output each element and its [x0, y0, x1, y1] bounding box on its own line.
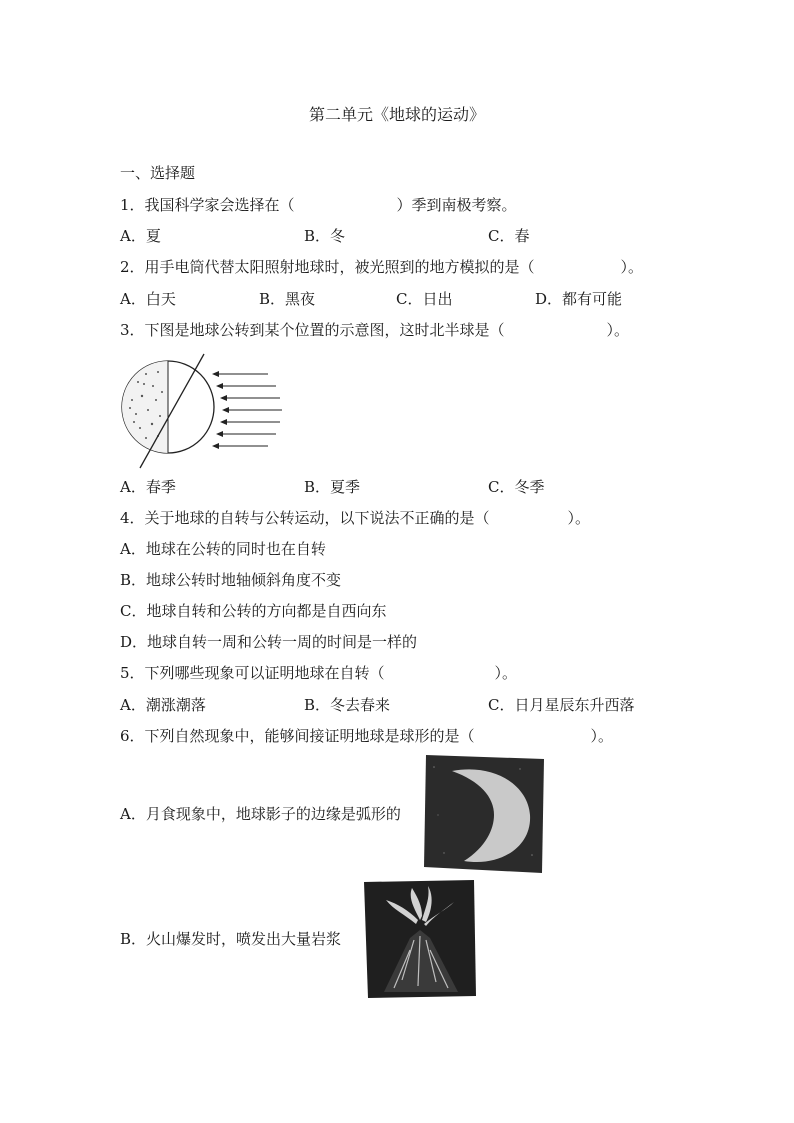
question-2-stem: 2．用手电筒代替太阳照射地球时，被光照到的地方模拟的是（: [120, 258, 535, 276]
q1-option-c[interactable]: C．春: [488, 227, 530, 245]
question-1: [120, 195, 517, 215]
q2-option-d[interactable]: D．都有可能: [535, 290, 623, 308]
question-5: [120, 663, 517, 683]
section-heading: 一、选择题: [120, 164, 196, 182]
q6-option-b[interactable]: B．火山爆发时，喷发出大量岩浆: [120, 930, 342, 948]
question-4-stem-end: ）。: [567, 509, 591, 527]
q5-option-c[interactable]: C．日月星辰东升西落: [488, 696, 635, 714]
question-2: [120, 257, 643, 277]
question-3-stem: 3．下图是地球公转到某个位置的示意图，这时北半球是（: [120, 321, 505, 339]
q3-option-a[interactable]: A．春季: [120, 478, 176, 496]
question-3: [120, 320, 629, 340]
q6-option-a[interactable]: A．月食现象中，地球影子的边缘是弧形的: [120, 805, 401, 823]
q1-option-a[interactable]: A．夏: [120, 227, 161, 245]
question-5-stem: 5．下列哪些现象可以证明地球在自转（: [120, 664, 385, 682]
q1-option-b[interactable]: B．冬: [304, 227, 346, 245]
question-1-stem: 1．我国科学家会选择在（: [120, 196, 295, 214]
q2-option-b[interactable]: B．黑夜: [259, 290, 316, 308]
q4-option-b[interactable]: B．地球公转时地轴倾斜角度不变: [120, 571, 342, 589]
q4-option-d[interactable]: D．地球自转一周和公转一周的时间是一样的: [120, 633, 418, 651]
earth-orbit-diagram: [118, 352, 288, 472]
question-4: [120, 508, 590, 528]
q4-option-a[interactable]: A．地球在公转的同时也在自转: [120, 540, 326, 558]
question-2-stem-end: ）。: [620, 258, 644, 276]
question-1-stem-end: ）季到南极考察。: [396, 196, 517, 214]
question-6-stem: 6．下列自然现象中，能够间接证明地球是球形的是（: [120, 727, 475, 745]
night-side: [122, 361, 168, 453]
q5-option-a[interactable]: A．潮涨潮落: [120, 696, 206, 714]
q3-option-b[interactable]: B．夏季: [304, 478, 361, 496]
question-6-stem-end: ）。: [590, 727, 614, 745]
question-6: [120, 726, 613, 746]
page-title: 第二单元《地球的运动》: [308, 105, 485, 124]
question-5-stem-end: ）。: [494, 664, 518, 682]
volcano-eruption-photo: [364, 880, 476, 998]
q3-option-c[interactable]: C．冬季: [488, 478, 545, 496]
question-3-stem-end: ）。: [606, 321, 630, 339]
q4-option-c[interactable]: C．地球自转和公转的方向都是自西向东: [120, 602, 387, 620]
q2-option-a[interactable]: A．白天: [120, 290, 176, 308]
q2-option-c[interactable]: C．日出: [396, 290, 453, 308]
q5-option-b[interactable]: B．冬去春来: [304, 696, 391, 714]
question-4-stem: 4．关于地球的自转与公转运动，以下说法不正确的是（: [120, 509, 490, 527]
lunar-eclipse-photo: [424, 755, 546, 873]
